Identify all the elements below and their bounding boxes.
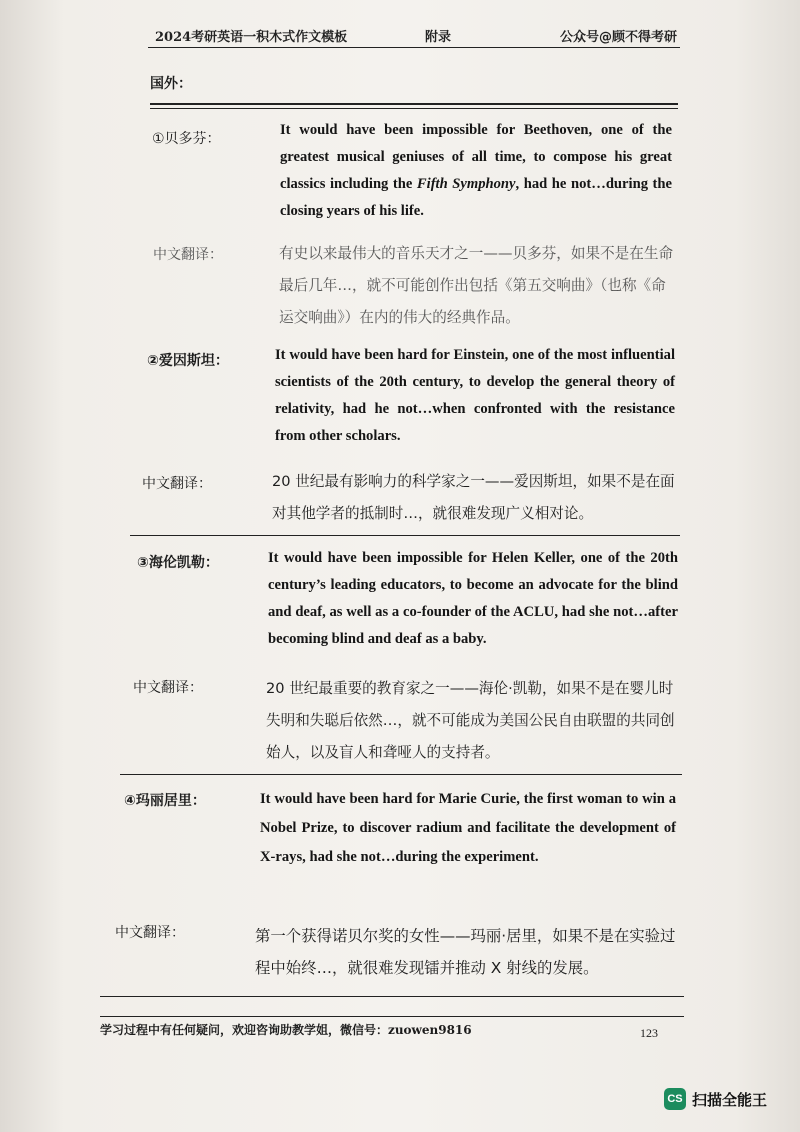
section-double-rule-top <box>150 103 678 105</box>
entry-label-beethoven: ①贝多芬： <box>152 131 221 147</box>
zh-label-einstein: 中文翻译： <box>142 476 212 492</box>
entry-english-keller: It would have been impossible for Helen Keller, one of the 20th century’s leading educators, to become an advocate for the blind and deaf, as well as a co-founder of the ACLU, had she not…after becoming blind and deaf as a baby. <box>268 550 678 647</box>
entry-label-curie: ④玛丽居里： <box>124 793 206 809</box>
divider-3 <box>100 996 684 997</box>
header-section: 附录 <box>425 30 452 45</box>
divider-1 <box>130 535 680 536</box>
zh-label-keller: 中文翻译： <box>133 680 203 696</box>
header-rule <box>148 47 680 48</box>
divider-2 <box>120 774 682 775</box>
entry-chinese-curie: 第一个获得诺贝尔奖的女性——玛丽·居里，如果不是在实验过程中始终…，就很难发现镭并推动 X 射线的发展。 <box>255 927 676 977</box>
entry-label-keller: ③海伦凯勒： <box>137 555 219 571</box>
camscanner-logo-icon: CS <box>664 1088 686 1110</box>
entry-english-curie: It would have been hard for Marie Curie, the first woman to win a Nobel Prize, to discover radium and facilitate the development of X-rays, had she not…during the experiment. <box>260 791 676 865</box>
watermark-text: 扫描全能王 <box>692 1090 768 1109</box>
page-number: 123 <box>640 1026 658 1040</box>
entry-english-einstein: It would have been hard for Einstein, one of the most influential scientists of the 20th century, to develop the general theory of relativity, had he not…when confronted with the resistance from other scholars. <box>275 347 675 444</box>
header-account: 公众号@顾不得考研 <box>560 30 678 45</box>
entry-label-einstein: ②爱因斯坦： <box>147 353 229 369</box>
entry-chinese-beethoven: 有史以来最伟大的音乐天才之一——贝多芬，如果不是在生命最后几年…，就不可能创作出包括《第五交响曲》（也称《命运交响曲》）在内的伟大的经典作品。 <box>279 245 674 326</box>
entry-chinese-keller: 20 世纪最重要的教育家之一——海伦·凯勒，如果不是在婴儿时失明和失聪后依然…，就不可能成为美国公民自由联盟的共同创始人，以及盲人和聋哑人的支持者。 <box>266 680 675 761</box>
entry-english-beethoven: It would have been impossible for Beethoven, one of the greatest musical geniuses of all time, to compose his great classics including the Fifth Symphony, had he not…during the closing years of his life. <box>280 122 672 219</box>
section-title: 国外： <box>150 76 192 92</box>
section-double-rule-bottom <box>150 108 678 109</box>
zh-label-beethoven: 中文翻译： <box>153 247 223 263</box>
zh-label-curie: 中文翻译： <box>115 925 185 941</box>
footer-contact-note: 学习过程中有任何疑问，欢迎咨询助教学姐，微信号：zuowen9816 <box>100 1023 472 1037</box>
entry-chinese-einstein: 20 世纪最有影响力的科学家之一——爱因斯坦，如果不是在面对其他学者的抵制时…，就很难发现广义相对论。 <box>272 473 675 522</box>
header-book-title: 2024考研英语一积木式作文模板 <box>155 30 348 45</box>
italic-work-title: Fifth Symphony <box>416 176 516 192</box>
footer-rule <box>100 1016 684 1017</box>
scanner-watermark <box>664 1088 767 1110</box>
